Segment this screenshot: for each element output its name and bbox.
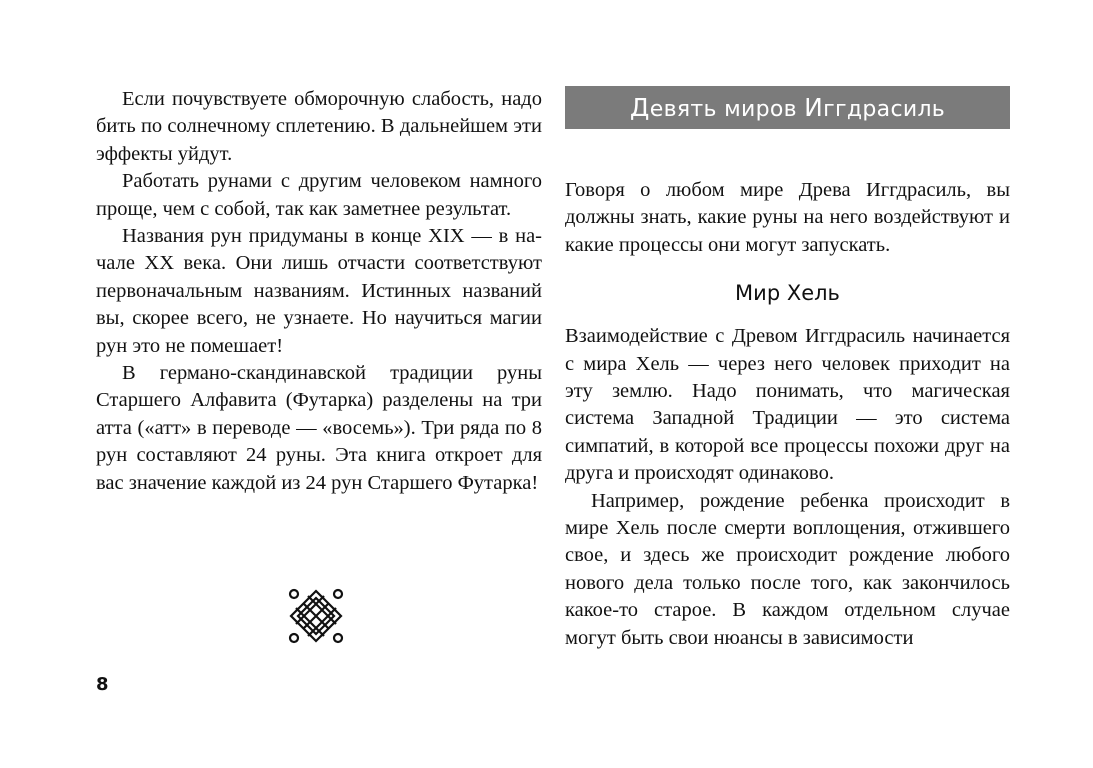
paragraph: Названия рун придуманы в конце XIX — в начале XX века. Они лишь отчасти соответствуют первоначальным названиям. Истинных названий вы, скорее всего, не узнаете. Но научиться магии рун это не помешает!: [96, 225, 542, 357]
intro-paragraph: Говоря о любом мире Древа Иггдрасиль, вы должны знать, какие руны на него воздействуют и какие процессы они могут запускать.: [565, 179, 1010, 256]
paragraph: Работать рунами с другим человеком намного проще, чем с собой, так как заметнее результат.: [96, 170, 542, 220]
section-title: [565, 86, 1010, 129]
section-title-initial: И: [804, 93, 824, 122]
left-column: [96, 86, 542, 497]
paragraph: В германо-скандинавской традиции руны Старшего Алфавита (Футарка) разделены на три атта («атт» в переводе — «восемь»). Три ряда по 8 рун составляют 24 руны. Эта книга откроет для вас значение каждой из 24 рун Старшего Футарка!: [96, 362, 542, 494]
paragraph: Если почувствуете обморочную слабость, надо бить по солнечному сплетению. В дальнейшем эти эффекты уйдут.: [96, 88, 542, 165]
subheading: Мир Хель: [735, 281, 840, 306]
right-column: [565, 86, 1010, 652]
section-title-initial: Д: [629, 93, 650, 122]
paragraph: Например, рождение ребенка происходит в мире Хель после смерти воплощения, отжившего свое, и здесь же происходит рождение любого нового дела только после того, как закончилось какое-то старое. В каждом отдельном случае могут быть свои нюансы в зависимости: [565, 489, 1010, 649]
section-title-text: евять миров: [649, 97, 805, 122]
section-title-text: ггдрасиль: [823, 97, 946, 122]
paragraph: Взаимодействие с Древом Иггдрасиль начинается с мира Хель — через него человек приходит на эту землю. Надо понимать, что магическая система Западной Традиции — это система симпатий, в которой все процессы похожи друг на друга и происходят одинаково.: [565, 325, 1010, 485]
page-number: 8: [96, 674, 109, 695]
celtic-knot-icon: [288, 588, 344, 644]
